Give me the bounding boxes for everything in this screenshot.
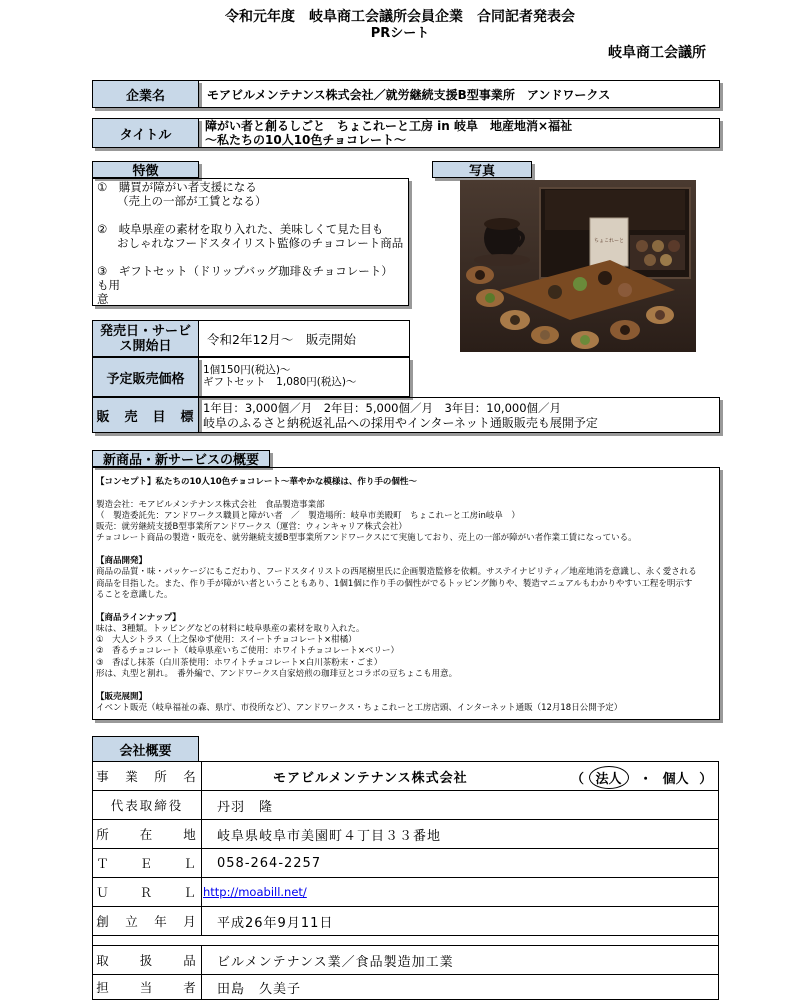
overview-line: （ 製造委託先：アンドワークス職員と障がい者 ／ 製造場所：岐阜市美殿町 ちょこれーと工房in岐阜 ）	[96, 510, 520, 521]
row-founded	[92, 907, 719, 936]
row-products	[92, 946, 719, 975]
address-value: 岐阜県岐阜市美園町４丁目３３番地	[217, 828, 442, 844]
page-title: 令和元年度 岐阜商工会議所会員企業 合同記者発表会	[225, 9, 575, 25]
row-contact	[92, 975, 719, 1000]
office-name-key: 事 業 所 名	[93, 762, 202, 790]
release-label-line-2: ス開始日	[119, 338, 172, 354]
overview-line: ② 香るチョコレート（岐阜県産いちご使用：ホワイトチョコレート×ベリー）	[96, 646, 399, 657]
overview-box	[92, 467, 720, 720]
target-line-1: 1年目：3,000個／月 2年目：5,000個／月 3年目：10,000個／月	[203, 401, 562, 415]
products-key: 取 扱 品	[93, 946, 202, 974]
title-line-1: 障がい者と創るしごと ちょこれーと工房 in 岐阜 地産地消×福祉	[205, 119, 573, 133]
release-label-line-1: 発売日・サービ	[99, 323, 191, 339]
overview-line	[96, 488, 716, 499]
feature-1-line-1: ① 購買が障がい者支援になる	[97, 180, 257, 194]
target-label: 販 売 目 標	[92, 397, 199, 433]
representative-key: 代表取締役	[93, 791, 202, 819]
overview-line: 味は、3種類。トッピングなどの材料に岐阜県産の素材を取り入れた。	[96, 623, 365, 634]
title-line-2: ～私たちの10人10色チョコレート～	[205, 132, 407, 147]
contact-value: 田島 久美子	[217, 981, 302, 997]
overview-line: 商品の品質・味・パッケージにもこだわり、フードスタイリストの西尾樹里氏に企画製造監修を依頼。サステイナビリティ／地産地消を意識し、永く愛される	[96, 567, 697, 578]
feature-2-line-2: おしゃれなフードスタイリスト監修のチョコレート商品	[117, 236, 404, 250]
overview-line: 【商品開発】	[96, 556, 148, 567]
price-line-1: 1個150円(税込)～	[203, 364, 291, 376]
overview-line: 【商品ラインナップ】	[96, 612, 181, 623]
tel-key: Ｔ Ｅ Ｌ	[93, 849, 202, 877]
overview-line: ① 大人シトラス（上之保ゆず使用：スイートチョコレート×柑橘）	[96, 635, 357, 646]
features-box	[92, 178, 409, 306]
price-value	[198, 357, 410, 397]
overview-lines	[96, 477, 716, 714]
target-value	[198, 397, 720, 433]
feature-3-line-1: ③ ギフトセット（ドリップバッグ珈琲＆チョコレート）も用	[97, 264, 393, 292]
overview-line: イベント販売（岐阜福祉の森、県庁、市役所など）、アンドワークス・ちょこれーと工房店頭、インターネット通販（12月18日公開予定）	[96, 702, 623, 713]
overview-line: ることを意識した。	[96, 589, 173, 600]
release-label	[92, 320, 199, 357]
overview-line	[96, 680, 716, 691]
contact-key: 担 当 者	[93, 975, 202, 999]
page-subtitle: PRシート	[370, 26, 430, 41]
organization-name: 岐阜商工会議所	[608, 45, 706, 61]
entity-close: ）	[699, 772, 713, 787]
entity-individual: 個人	[662, 772, 689, 787]
row-address	[92, 820, 719, 849]
overview-line: 製造会社：モアビルメンテナンス株式会社 食品製造事業部	[96, 499, 325, 510]
overview-line: 【コンセプト】私たちの10人10色チョコレート～華やかな模様は、作り手の個性～	[96, 477, 417, 487]
address-key: 所 在 地	[93, 820, 202, 848]
tel-value: 058-264-2257	[217, 855, 322, 871]
overview-line: 販売：就労継続支援B型事業所アンドワークス（運営：ウィンキャリア株式会社）	[96, 522, 407, 533]
row-representative	[92, 791, 719, 820]
company-profile-label: 会社概要	[92, 736, 199, 762]
overview-line: 商品を目指した。また、作り手が障がい者ということもあり、1個1個に作り手の個性がでるトッピング飾りや、製造マニュアルもわかりやすい工程を明示す	[96, 578, 693, 589]
overview-line	[96, 545, 716, 556]
overview-line: 【販売展開】	[96, 691, 148, 702]
entity-open: （	[571, 772, 585, 787]
entity-type	[571, 766, 712, 789]
overview-line: 形は、丸型と割れ。 番外編で、アンドワークス自家焙煎の珈琲豆とコラボの豆ちょこも用意。	[96, 669, 458, 680]
company-url-link[interactable]: http://moabill.net/	[203, 885, 307, 899]
overview-line	[96, 601, 716, 612]
url-cell	[203, 878, 307, 906]
entity-separator: ・	[639, 772, 653, 787]
row-blank	[92, 936, 719, 946]
product-photo	[460, 180, 724, 352]
feature-2-line-1: ② 岐阜県産の素材を取り入れた、美味しくて見た目も	[97, 222, 384, 236]
feature-3-line-2: 意	[97, 292, 109, 306]
price-label: 予定販売価格	[92, 357, 199, 397]
title-value	[198, 118, 720, 148]
release-text: 令和2年12月～ 販売開始	[207, 331, 356, 347]
product-tag-text: ちょこれーと	[593, 238, 625, 244]
company-name-text: モアビルメンテナンス株式会社／就労継続支援B型事業所 アンドワークス	[207, 87, 611, 102]
founded-key: 創 立 年 月	[93, 907, 202, 935]
row-office-name	[92, 762, 719, 791]
row-tel	[92, 849, 719, 878]
company-name-value	[198, 80, 720, 108]
founded-value: 平成26年9月11日	[217, 915, 334, 931]
photo-label: 写真	[432, 161, 532, 178]
office-name-value: モアビルメンテナンス株式会社	[273, 770, 468, 786]
company-name-label: 企業名	[92, 80, 199, 108]
url-key: Ｕ Ｒ Ｌ	[93, 878, 202, 906]
feature-1-line-2: （売上の一部が工賃となる）	[117, 194, 267, 208]
entity-corporation-circled: 法人	[589, 766, 629, 789]
title-label: タイトル	[92, 118, 199, 148]
overview-line: ③ 香ばし抹茶（白川茶使用：ホワイトチョコレート×白川茶粉末・ごま）	[96, 657, 383, 668]
representative-value: 丹羽 隆	[217, 799, 274, 815]
price-line-2: ギフトセット 1,080円(税込)～	[203, 376, 357, 388]
overview-line: チョコレート商品の製造・販売を、就労継続支援B型事業所アンドワークスにて実施しており、売上の一部が障がい者作業工賃になっている。	[96, 533, 637, 544]
release-value	[198, 320, 410, 357]
features-label: 特徴	[92, 161, 199, 178]
overview-label: 新商品・新サービスの概要	[92, 450, 270, 467]
row-url	[92, 878, 719, 907]
target-line-2: 岐阜のふるさと納税返礼品への採用やインターネット通販販売も展開予定	[203, 415, 598, 430]
products-value: ビルメンテナンス業／食品製造加工業	[217, 954, 454, 970]
